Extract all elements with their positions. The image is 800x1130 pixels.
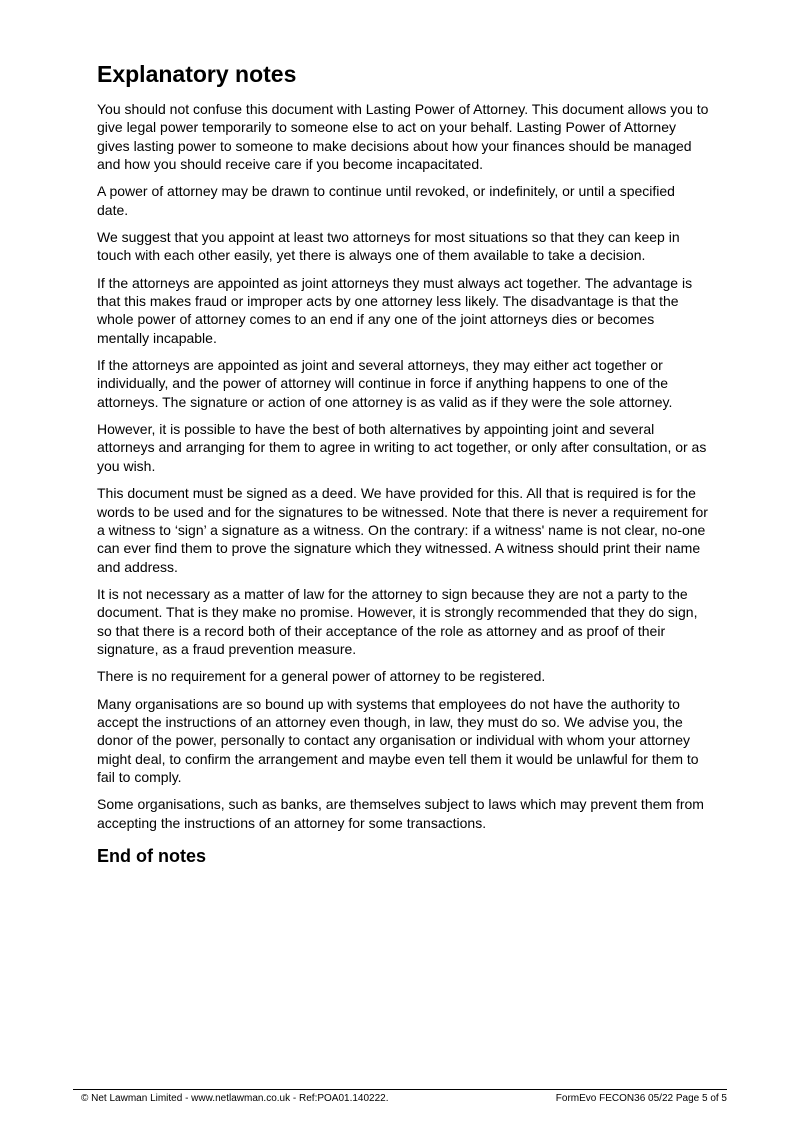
footer-page-reference: FormEvo FECON36 05/22 Page 5 of 5 bbox=[555, 1093, 727, 1104]
paragraph-banks: Some organisations, such as banks, are themselves subject to laws which may prevent them from accepting the instructions of an attorney for some transactions. bbox=[97, 796, 704, 831]
paragraph-attorney-signature: It is not necessary as a matter of law for the attorney to sign because they are not a party to the document. That is they make no promise. However, it is strongly recommended that they do sign, so that there is a record both of their acceptance of the role as attorney and as proof of their signature, as a fraud prevention measure. bbox=[97, 585, 698, 658]
paragraph-registration: There is no requirement for a general power of attorney to be registered. bbox=[97, 668, 546, 685]
footer-copyright: © Net Lawman Limited - www.netlawman.co.uk - Ref:POA01.140222. bbox=[81, 1093, 389, 1104]
paragraph-lasting-power: You should not confuse this document with Lasting Power of Attorney. This document allows you to give legal power temporarily to someone else to act on your behalf. Lasting Power of Attorney gives lasting power to someone to make decisions about how your finances should be managed and how you should receive care if you become incapacitated. bbox=[97, 101, 709, 173]
paragraph-joint-attorneys: If the attorneys are appointed as joint attorneys they must always act together. The advantage is that this makes fraud or improper acts by one attorney less likely. The disadvantage is that the whole power of attorney comes to an end if any one of the joint attorneys dies or becomes mentally incapable. bbox=[97, 274, 693, 346]
paragraph-joint-and-several: If the attorneys are appointed as joint and several attorneys, they may either act together or individually, and the power of attorney will continue in force if anything happens to one of the attorneys. The signature or action of one attorney is as valid as if they were the sole attorney. bbox=[97, 357, 673, 410]
page-title: Explanatory notes bbox=[97, 61, 297, 87]
end-of-notes-heading: End of notes bbox=[97, 846, 206, 867]
paragraph-two-attorneys: We suggest that you appoint at least two attorneys for most situations so that they can keep in touch with each other easily, yet there is always one of them available to take a decision. bbox=[97, 229, 680, 264]
paragraph-signed-as-deed: This document must be signed as a deed. We have provided for this. All that is required is for the words to be used and for the signatures to be witnessed. Note that there is never a requirement for a witness to ‘sign’ a signature as a witness. On the contrary: if a witness' name is not clear, no-one can ever find them to prove the signature which they witnessed. A witness should print their name and address. bbox=[97, 485, 708, 575]
paragraph-best-of-both: However, it is possible to have the best of both alternatives by appointing joint and several attorneys and arranging for them to agree in writing to act together, or only after consultation, or as you wish. bbox=[97, 421, 707, 474]
document-body bbox=[97, 58, 709, 868]
footer-divider bbox=[73, 1089, 727, 1090]
paragraph-organisations: Many organisations are so bound up with systems that employees do not have the authority to accept the instructions of an attorney even though, in law, they must do so. We advise you, the donor of the power, personally to contact any organisation or individual with whom your attorney might deal, to confirm the arrangement and maybe even tell them it would be unlawful for them to fail to comply. bbox=[97, 695, 699, 786]
paragraph-duration: A power of attorney may be drawn to continue until revoked, or indefinitely, or until a specified date. bbox=[97, 183, 675, 218]
